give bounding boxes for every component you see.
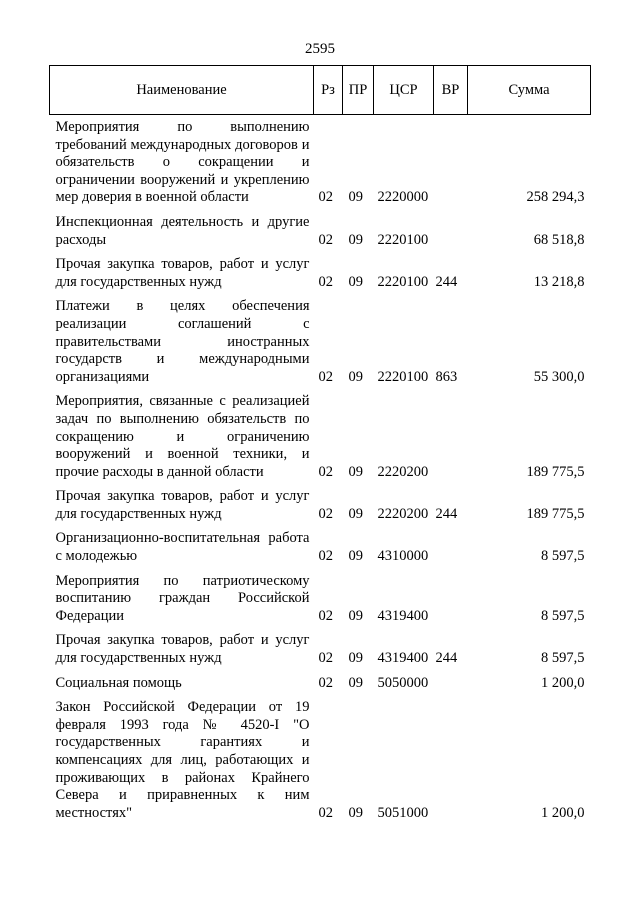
table-row [50,692,591,822]
cell-vr: 244 [435,505,458,522]
cell-pr: 09 [348,273,363,290]
cell-sum: 189 775,5 [526,463,585,480]
cell-pr: 09 [348,189,363,206]
cell-vr [434,207,468,249]
cell-sum: 55 300,0 [533,368,585,385]
cell-rz: 02 [318,231,333,248]
table-row [50,523,591,565]
cell-sum: 189 775,5 [526,505,585,522]
cell-name: Организационно-воспитательная работа с молодежью [55,530,310,565]
cell-pr: 09 [348,231,363,248]
cell-name: Инспекционная деятельность и другие расходы [55,213,310,248]
cell-pr: 09 [348,650,363,667]
cell-vr: 863 [435,368,458,385]
cell-name: Мероприятия по патриотическому воспитанию граждан Российской Федерации [55,572,310,624]
cell-pr: 09 [348,368,363,385]
cell-vr: 244 [435,273,458,290]
cell-csr: 4319400 [377,650,429,667]
cell-rz: 02 [318,804,333,821]
page-number: 2595 [305,41,335,57]
cell-name: Социальная помощь [55,674,182,691]
cell-rz: 02 [318,189,333,206]
table-row [50,668,591,693]
table-row [50,115,591,207]
cell-csr: 2220200 [377,463,429,480]
cell-rz: 02 [318,650,333,667]
header-rz: Рз [314,66,343,115]
cell-sum: 8 597,5 [541,548,585,565]
cell-pr: 09 [348,804,363,821]
cell-sum: 8 597,5 [541,607,585,624]
cell-vr [434,566,468,626]
cell-csr: 4310000 [377,548,429,565]
cell-vr [434,386,468,481]
cell-vr [434,523,468,565]
cell-sum: 258 294,3 [526,189,585,206]
cell-pr: 09 [348,463,363,480]
cell-rz: 02 [318,463,333,480]
cell-name: Мероприятия по выполнению требований международных договоров и обязательств о сокращении и ограничении вооружений и укреплению мер доверия в военной области [55,119,310,206]
budget-table [49,65,591,822]
cell-sum: 68 518,8 [533,231,585,248]
cell-csr: 4319400 [377,607,429,624]
table-body [50,115,591,823]
table-row [50,207,591,249]
cell-name: Прочая закупка товаров, работ и услуг для государственных нужд [55,256,310,290]
cell-name: Мероприятия, связанные с реализацией задач по выполнению обязательств по сокращению и ограничению вооружений и военной техники, и прочие расходы в данной области [55,393,310,480]
header-vr: ВР [434,66,468,115]
cell-sum: 13 218,8 [533,273,585,290]
cell-rz: 02 [318,674,333,691]
table-row [50,481,591,523]
cell-vr [434,692,468,822]
cell-name: Прочая закупка товаров, работ и услуг для государственных нужд [55,632,310,667]
cell-rz: 02 [318,548,333,565]
cell-rz: 02 [318,368,333,385]
cell-name: Закон Российской Федерации от 19 февраля 1993 года № 4520-I "О государственных гарантиях и компенсациях для лиц, работающих и проживающих в районах Крайнего Севера и приравненных к ним местностях" [55,699,310,821]
cell-pr: 09 [348,674,363,691]
cell-pr: 09 [348,548,363,565]
cell-sum: 1 200,0 [541,674,585,691]
table-row [50,291,591,386]
table-row [50,249,591,291]
cell-pr: 09 [348,607,363,624]
cell-sum: 8 597,5 [541,650,585,667]
cell-csr: 2220100 [377,273,429,290]
cell-csr: 2220000 [377,189,429,206]
cell-pr: 09 [348,505,363,522]
cell-sum: 1 200,0 [541,804,585,821]
cell-vr [434,668,468,693]
cell-rz: 02 [318,273,333,290]
cell-vr [434,115,468,207]
cell-vr: 244 [435,650,458,667]
table-row [50,566,591,626]
header-csr: ЦСР [374,66,434,115]
cell-csr: 5050000 [377,674,429,691]
cell-rz: 02 [318,505,333,522]
header-sum: Сумма [468,66,591,115]
header-row [50,66,591,115]
table-row [50,625,591,667]
header-pr: ПР [343,66,374,115]
table-row [50,386,591,481]
cell-csr: 2220200 [377,505,429,522]
cell-name: Прочая закупка товаров, работ и услуг для государственных нужд [55,488,310,522]
cell-csr: 5051000 [377,804,429,821]
header-name: Наименование [50,66,314,115]
cell-rz: 02 [318,607,333,624]
cell-csr: 2220100 [377,368,429,385]
table-header [50,66,591,115]
cell-csr: 2220100 [377,231,429,248]
cell-name: Платежи в целях обеспечения реализации соглашений с правительствами иностранных государств и международными организациями [55,298,310,385]
